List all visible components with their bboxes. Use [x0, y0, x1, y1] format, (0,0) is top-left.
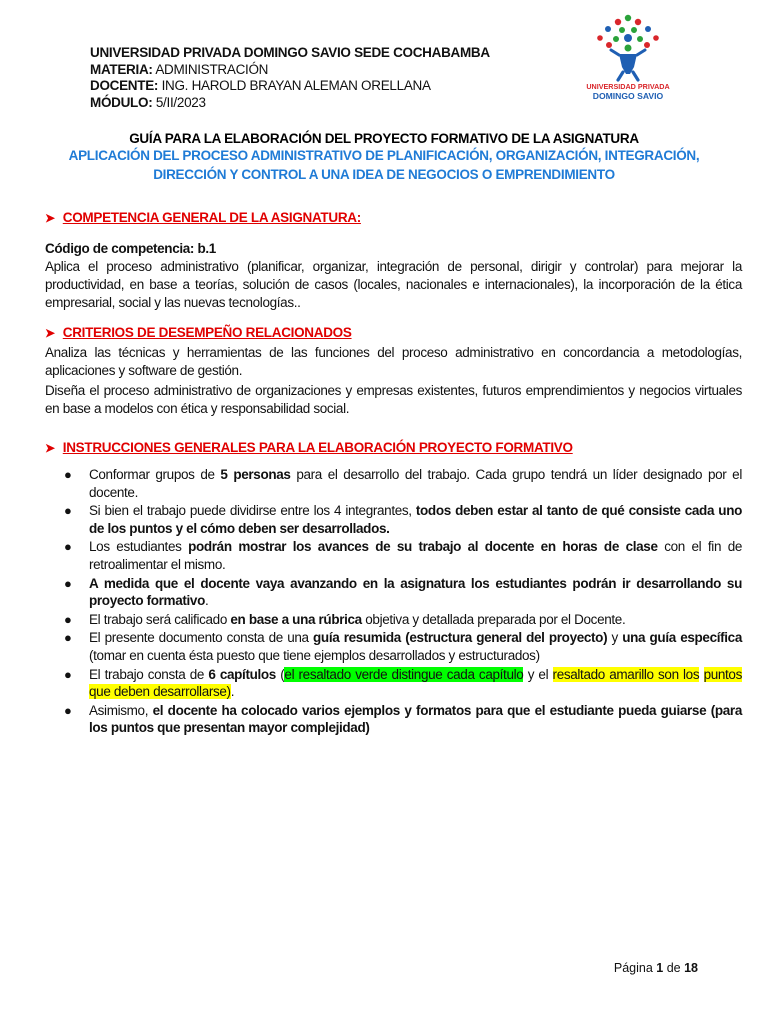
list-item: ● Los estudiantes podrán mostrar los avances de su trabajo al docente en horas de clase con el fin de retroalimentar el mismo.	[64, 539, 743, 572]
list-item: ● El presente documento consta de una guía resumida (estructura general del proyecto) y una guía específica (tomar en cuenta ésta puesto que tiene ejemplos desarrollados y estructurados)	[64, 630, 742, 663]
page-number: Página 1 de 18	[613, 961, 698, 975]
competencia-code: Código de competencia: b.1	[45, 241, 216, 256]
docente-value: ING. HAROLD BRAYAN ALEMAN ORELLANA	[161, 78, 431, 93]
arrow-bullet-icon: ➤	[45, 326, 55, 340]
yellow-highlight: resaltado amarillo son los	[552, 666, 700, 682]
yellow-highlight: puntos que deben desarrollarse)	[89, 666, 742, 700]
bullet-icon: ●	[64, 503, 72, 519]
bullet-icon: ●	[64, 611, 72, 627]
list-item: ● Conformar grupos de 5 personas para el desarrollo del trabajo. Cada grupo tendrá un líder designado por el docente.	[64, 467, 742, 500]
modulo-line	[90, 95, 490, 112]
logo-figure-icon	[597, 15, 659, 80]
bullet-icon: ●	[64, 539, 72, 555]
list-item: ● Si bien el trabajo puede dividirse entre los 4 integrantes, todos deben estar al tanto de qué consiste cada uno de los puntos y el cómo deben ser desarrollados.	[64, 503, 742, 536]
criterios-paragraph-1: Analiza las técnicas y herramientas de las funciones del proceso administrativo en concordancia a metodologías, aplicaciones y software de gestión.	[45, 345, 742, 378]
modulo-value: 5/II/2023	[155, 94, 206, 110]
bullet-icon: ●	[64, 702, 72, 718]
section-heading-competencia	[45, 210, 361, 225]
university-name: UNIVERSIDAD PRIVADA DOMINGO SAVIO SEDE COCHABAMBA	[90, 45, 490, 60]
section-heading-instrucciones	[45, 440, 573, 455]
list-item: ● Asimismo, el docente ha colocado varios ejemplos y formatos para que el estudiante pueda guiarse (para los puntos que presentan mayor complejidad)	[64, 702, 742, 736]
materia-value: ADMINISTRACIÓN	[155, 61, 269, 77]
guide-subtitle-2: DIRECCIÓN Y CONTROL A UNA IDEA DE NEGOCIOS O EMPRENDIMIENTO	[153, 167, 615, 182]
modulo-label: MÓDULO:	[90, 94, 153, 110]
instrucciones-heading: INSTRUCCIONES GENERALES PARA LA ELABORACIÓN PROYECTO FORMATIVO	[62, 440, 573, 455]
arrow-bullet-icon: ➤	[45, 441, 55, 455]
list-item: ● El trabajo será calificado en base a una rúbrica objetiva y detallada preparada por el Docente.	[64, 611, 626, 627]
logo-line-1: UNIVERSIDAD PRIVADA	[586, 82, 670, 91]
document-header	[90, 45, 490, 111]
university-logo	[578, 12, 678, 104]
competencia-heading: COMPETENCIA GENERAL DE LA ASIGNATURA:	[62, 210, 361, 225]
logo-line-2: DOMINGO SAVIO	[592, 91, 664, 101]
guide-title: GUÍA PARA LA ELABORACIÓN DEL PROYECTO FORMATIVO DE LA ASIGNATURA	[129, 131, 639, 146]
materia-label: MATERIA:	[90, 61, 153, 77]
bullet-icon: ●	[64, 630, 72, 646]
section-heading-criterios	[45, 325, 352, 340]
arrow-bullet-icon: ➤	[45, 211, 55, 225]
docente-label: DOCENTE:	[90, 78, 159, 93]
bullet-icon: ●	[64, 666, 72, 682]
instructions-list	[45, 466, 742, 738]
criterios-heading: CRITERIOS DE DESEMPEÑO RELACIONADOS	[62, 325, 352, 340]
criterios-paragraph-2: Diseña el proceso administrativo de organizaciones y empresas existentes, futuros emprendimientos y negocios virtuales en base a modelos con ética y responsabilidad social.	[45, 383, 742, 416]
bullet-icon: ●	[64, 575, 72, 591]
competencia-text: Aplica el proceso administrativo (planificar, organizar, integración de personal, dirigir y controlar) para mejorar la productividad, en base a teorías, solución de casos (locales, nacionales e internacionales), la incorporación de la ética empresarial, social y las nuevas tecnologías..	[45, 259, 742, 310]
bullet-icon: ●	[64, 467, 72, 482]
guide-subtitle-1: APLICACIÓN DEL PROCESO ADMINISTRATIVO DE PLANIFICACIÓN, ORGANIZACIÓN, INTEGRACIÓN,	[68, 148, 700, 163]
materia-line	[90, 62, 490, 79]
docente-line	[90, 78, 490, 95]
list-item: ● El trabajo consta de 6 capítulos (el resaltado verde distingue cada capítulo y el resaltado amarillo son los puntos que deben desarrollarse).	[64, 666, 742, 700]
document-titles	[40, 131, 728, 184]
green-highlight: el resaltado verde distingue cada capítulo	[284, 666, 524, 682]
list-item: ● A medida que el docente vaya avanzando en la asignatura los estudiantes podrán ir desarrollando su proyecto formativo.	[64, 575, 742, 609]
